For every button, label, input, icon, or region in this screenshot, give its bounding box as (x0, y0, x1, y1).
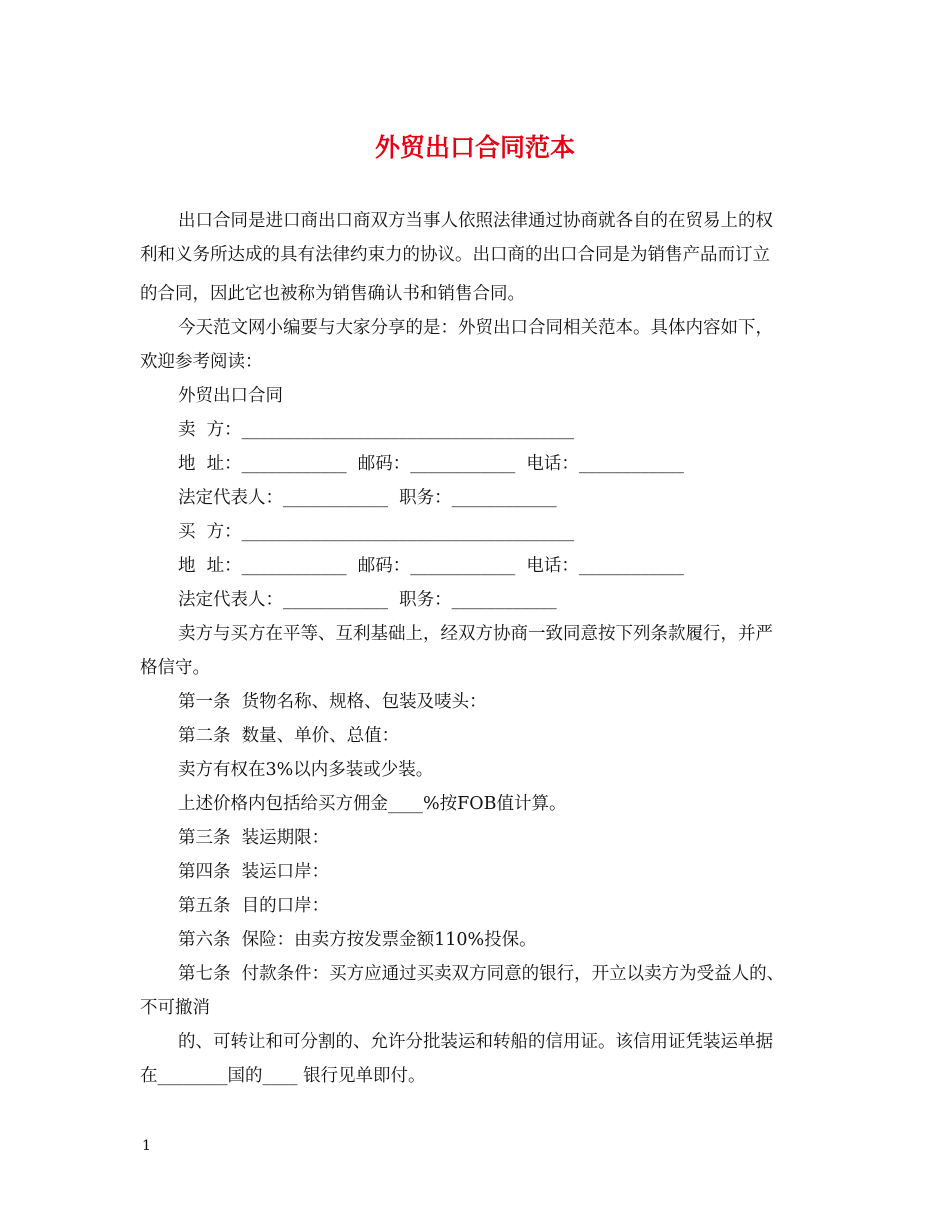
paragraph-line: 的合同，因此它也被称为销售确认书和销售合同。 (140, 284, 525, 304)
paragraph-line: 卖方有权在3%以内多装或少装。 (178, 760, 434, 780)
section-heading: 外贸出口合同 (178, 386, 283, 406)
paragraph-line: 今天范文网小编要与大家分享的是：外贸出口合同相关范本。具体内容如下， (178, 318, 773, 338)
document-title: 外贸出口合同范本 (374, 133, 575, 162)
seller-field: 卖 方：______________________________________ (178, 420, 575, 440)
buyer-representative-field: 法定代表人：____________ 职务：____________ (178, 590, 557, 610)
article-line: 第一条 货物名称、规格、包装及唛头： (178, 692, 487, 712)
buyer-address-field: 地 址：____________ 邮码：____________ 电话：____________ (178, 556, 684, 576)
seller-address-field: 地 址：____________ 邮码：____________ 电话：____________ (178, 454, 684, 474)
paragraph-line: 欢迎参考阅读： (140, 352, 263, 372)
article-line: 第三条 装运期限： (178, 828, 330, 848)
paragraph-line: 卖方与买方在平等、互利基础上，经双方协商一致同意按下列条款履行，并严 (178, 624, 773, 644)
paragraph-line: 利和义务所达成的具有法律约束力的协议。出口商的出口合同是为销售产品而订立 (140, 245, 770, 265)
paragraph-line: 的、可转让和可分割的、允许分批装运和转船的信用证。该信用证凭装运单据 (178, 1032, 773, 1052)
paragraph-line: 上述价格内包括给买方佣金____%按FOB值计算。 (178, 794, 567, 814)
article-line: 第四条 装运口岸： (178, 862, 330, 882)
article-line: 第五条 目的口岸： (178, 896, 330, 916)
page-number: 1 (142, 1138, 151, 1154)
paragraph-line: 出口合同是进口商出口商双方当事人依照法律通过协商就各自的在贸易上的权 (178, 211, 773, 231)
article-line: 第六条 保险：由卖方按发票金额110%投保。 (178, 930, 537, 950)
seller-representative-field: 法定代表人：____________ 职务：____________ (178, 488, 557, 508)
paragraph-line: 在________国的____ 银行见单即付。 (140, 1066, 426, 1086)
buyer-field: 买 方：______________________________________ (178, 522, 575, 542)
article-line: 第七条 付款条件：买方应通过买卖双方同意的银行，开立以卖方为受益人的、 (178, 964, 785, 984)
paragraph-line: 不可撤消 (140, 998, 210, 1018)
paragraph-line: 格信守。 (140, 658, 210, 678)
article-line: 第二条 数量、单价、总值： (178, 726, 400, 746)
